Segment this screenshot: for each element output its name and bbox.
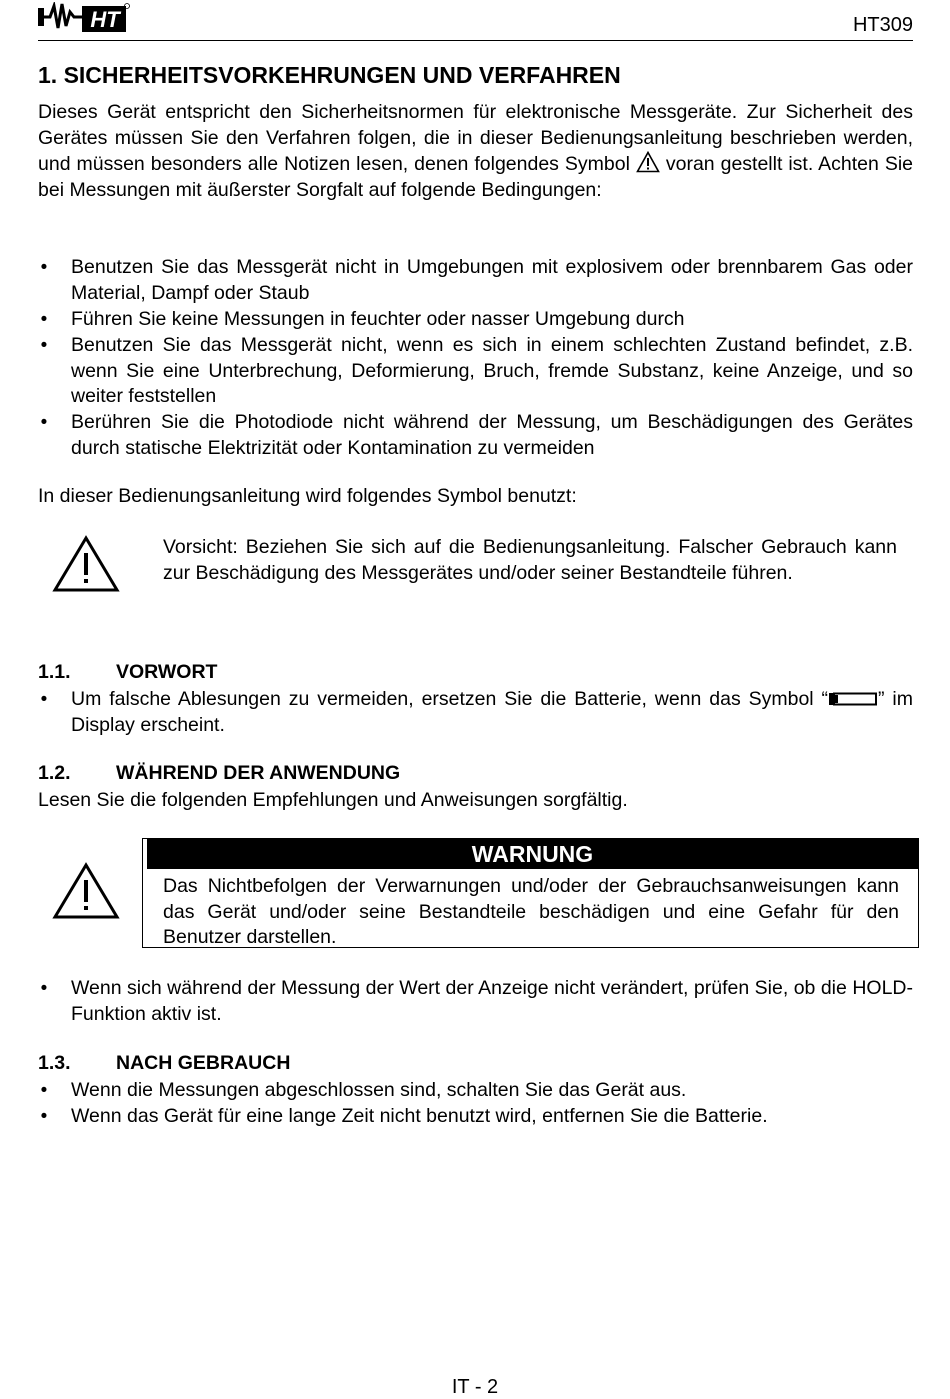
bullet-icon: •: [40, 335, 48, 356]
header-rule: [38, 40, 913, 41]
battery-text-after: ” im Display erscheint.: [71, 688, 913, 736]
list-item-text: Wenn sich während der Messung der Wert der Anzeige nicht verändert, prüfen Sie, ob die HOLD-Funktion aktiv ist.: [71, 977, 913, 1025]
list-item-text: Benutzen Sie das Messgerät nicht, wenn es sich in einem schlechten Zustand befindet, z.B. wenn Sie eine Unterbrechung, Deformierung, Bruch, fremde Substanz, keine Anzeige, und so weiter feststellen: [71, 334, 913, 408]
warning-triangle-icon: [636, 151, 660, 173]
section-title: 1. SICHERHEITSVORKEHRUNGEN UND VERFAHREN: [38, 62, 621, 88]
page-number: IT - 2: [451, 1376, 499, 1398]
warning-triangle-icon: [52, 862, 120, 920]
battery-icon: [828, 692, 878, 706]
intro-text-after: voran gestellt ist. Achten Sie bei Messungen mit äußerster Sorgfalt auf folgende Bedingungen:: [38, 153, 914, 201]
list-item-text: Wenn das Gerät für eine lange Zeit nicht benutzt wird, entfernen Sie die Batterie.: [71, 1105, 768, 1127]
list-item-text: [71, 687, 913, 738]
subsection-number: 1.1.: [38, 661, 71, 683]
ht-logo-text: HT: [90, 7, 120, 32]
caution-triangle-icon: [52, 535, 120, 593]
list-item: [38, 333, 913, 410]
subsection-title: NACH GEBRAUCH: [116, 1052, 291, 1074]
list-item-text: Berühren Sie die Photodiode nicht während der Messung, um Beschädigungen des Gerätes durch statische Elektrizität oder Kontamination zu vermeiden: [71, 411, 913, 459]
model-number: HT309: [852, 14, 913, 36]
list-item-text: Wenn die Messungen abgeschlossen sind, schalten Sie das Gerät aus.: [71, 1079, 687, 1101]
bullet-icon: •: [40, 978, 48, 999]
bullet-icon: •: [40, 412, 48, 433]
subsection-heading-anwendung: [38, 762, 400, 785]
list-item: [38, 976, 913, 1027]
warning-box: [142, 838, 919, 948]
list-item: [38, 687, 913, 738]
list-item: [38, 1078, 913, 1104]
subsection-intro: Lesen Sie die folgenden Empfehlungen und Anweisungen sorgfältig.: [38, 789, 628, 811]
bullet-icon: •: [40, 1080, 48, 1101]
bullet-icon: •: [40, 257, 48, 278]
list-item: [38, 410, 913, 461]
list-item: [38, 1104, 913, 1130]
subsection-heading-vorwort: [38, 661, 217, 684]
bullet-icon: •: [40, 309, 48, 330]
bullet-icon: •: [40, 1106, 48, 1127]
list-item: [38, 255, 913, 306]
warning-text: Das Nichtbefolgen der Verwarnungen und/oder der Gebrauchsanweisungen kann das Gerät und/oder seine Bestandteile beschädigen und eine Gefahr für den Benutzer darstellen.: [163, 875, 899, 949]
list-item-text: Führen Sie keine Messungen in feuchter oder nasser Umgebung durch: [71, 308, 685, 330]
subsection-number: 1.3.: [38, 1052, 71, 1074]
subsection-number: 1.2.: [38, 762, 71, 784]
battery-text-before: Um falsche Ablesungen zu vermeiden, ersetzen Sie die Batterie, wenn das Symbol “: [71, 688, 829, 710]
subsection-title: WÄHREND DER ANWENDUNG: [116, 762, 401, 784]
warning-title: WARNUNG: [143, 839, 918, 869]
intro-text-before: Dieses Gerät entspricht den Sicherheitsnormen für elektronische Messgeräte. Zur Sicherheit des Gerätes müssen Sie den Verfahren folgen, die in dieser Bedienungsanleitung beschrieben werden, und müssen besonders alle Notizen lesen, denen folgendes Symbol: [38, 101, 913, 176]
list-item: [38, 307, 913, 333]
intro-paragraph: [38, 100, 913, 203]
caution-text: Vorsicht: Beziehen Sie sich auf die Bedienungsanleitung. Falscher Gebrauch kann zur Beschädigung des Messgerätes und/oder seiner Bestandteile führen.: [163, 536, 897, 584]
list-item-text: Benutzen Sie das Messgerät nicht in Umgebungen mit explosivem oder brennbarem Gas oder Material, Dampf oder Staub: [71, 256, 913, 304]
symbol-intro: In dieser Bedienungsanleitung wird folgendes Symbol benutzt:: [38, 485, 577, 507]
subsection-heading-nach-gebrauch: [38, 1052, 290, 1075]
subsection-title: VORWORT: [116, 661, 218, 683]
bullet-icon: •: [40, 689, 48, 710]
